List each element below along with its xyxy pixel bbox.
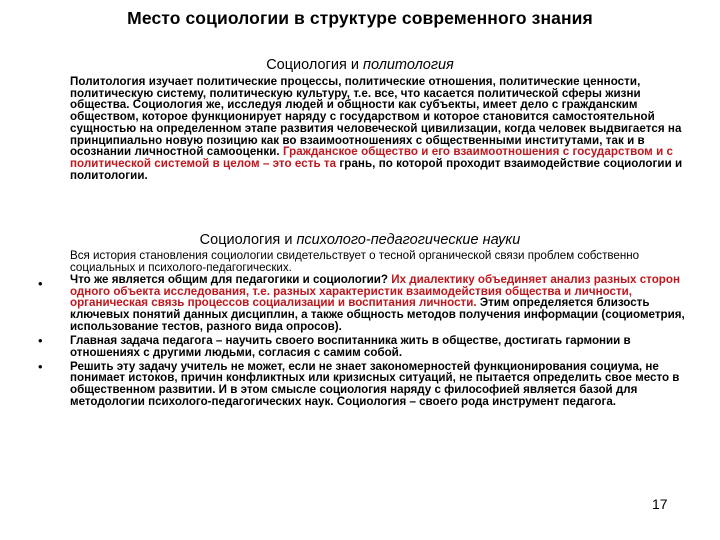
- list-intro: Вся история становления социологии свидетельствует о тесной органической связи проблем собственно социальных и психолого-педагогических.: [70, 249, 640, 274]
- list-item: [38, 332, 695, 359]
- section-heading-main: Социология и: [199, 232, 297, 248]
- psychopedagogy-list: [38, 249, 695, 409]
- bullet-icon: •: [38, 275, 43, 291]
- section-heading-politology: [0, 57, 720, 73]
- section-heading-main: Социология и: [266, 57, 363, 73]
- paragraph-highlight: Гражданское общество и его взаимоотношения с государством и с политической системой в целом – это есть та: [70, 145, 674, 170]
- bullet-icon: •: [38, 358, 43, 374]
- bullet-icon: •: [38, 332, 43, 348]
- slide-title: Место социологии в структуре современного знания: [127, 8, 593, 28]
- politology-paragraph: [70, 76, 695, 181]
- list-item-text: Главная задача педагога – научить своего воспитанника жить в обществе, достигать гармонии в отношениях с другими людьми, согласия с самим собой.: [70, 333, 631, 359]
- list-item: [38, 272, 695, 334]
- list-item-text: Что же является общим для педагогики и социологии?: [70, 272, 392, 286]
- list-item-text-end: Этим определяется близость ключевых понятий данных дисциплин, а также общность методов получения информации (социометрия, использование тестов, разного вида опросов).: [70, 296, 685, 334]
- paragraph-text: Политология изучает политические процессы, политические отношения, политические ценности, политическую систему, политическую культуру, т.е. все, что касается политической сферы жизни общества. Социология же, исследуя людей и общности как субъекты, имеет дело с гражданским обществом, которое функционирует наряду с государством и которое становится самостоятельной сущностью на определенном этапе развития человеческой цивилизации, когда человек выдвигается на принципиально новую позицию как во взаимоотношениях с общественными институтами, так и в осознании личностной самооценки.: [70, 75, 682, 159]
- paragraph-text-end: грань, по которой проходит взаимодействие социологии и политологии.: [70, 156, 683, 182]
- section-heading-italic: психолого-педагогические науки: [296, 232, 521, 248]
- list-item: [38, 358, 695, 409]
- list-item-text: Решить эту задачу учитель не может, если не знает закономерностей функционирования социума, не понимает истоков, причин конфликтных или кризисных ситуаций, не пытается определить свое место в общественном развитии. И в этом смысле социология наряду с философией является базой для методологии психолого-педагогических наук. Социология – своего рода инструмент педагога.: [70, 359, 680, 409]
- section-heading-psychopedagogy: [0, 232, 720, 248]
- page-number: 17: [652, 496, 668, 512]
- section-heading-italic: политология: [362, 57, 454, 73]
- list-item-highlight: Их диалектику объединяет анализ разных сторон одного объекта исследования, т.е. разных характеристик взаимодействия общества и личности, органическая связь процессов социализации и воспитания личности.: [70, 272, 680, 310]
